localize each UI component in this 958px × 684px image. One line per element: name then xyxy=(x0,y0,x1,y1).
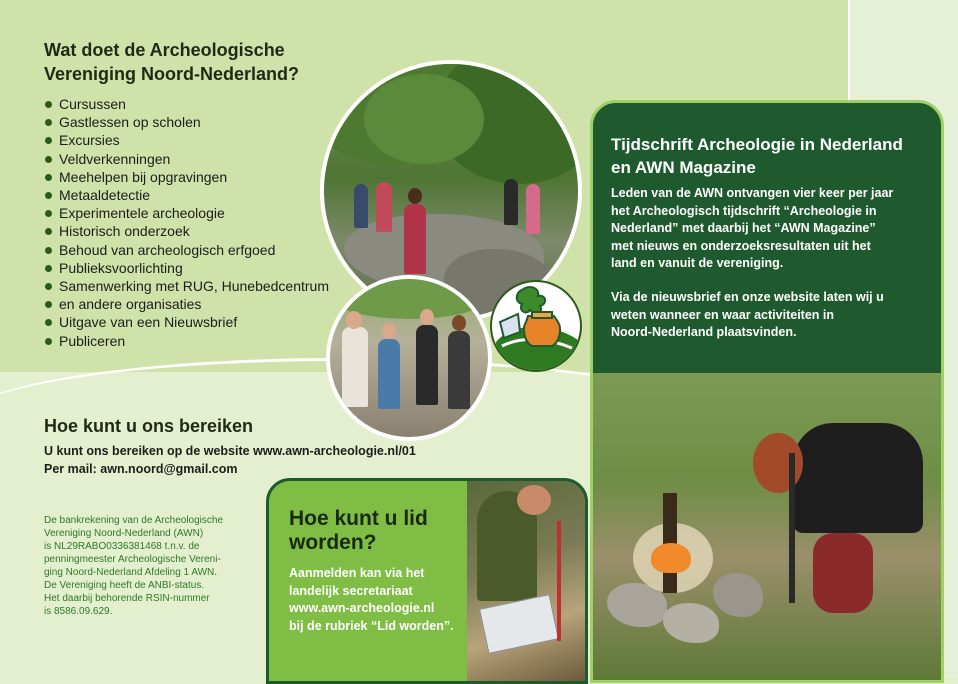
list-item: Publiceren xyxy=(44,332,329,350)
archaeology-badge-icon xyxy=(490,280,582,372)
magazine-text-line: Via de nieuwsbrief en onze website laten wij u xyxy=(611,290,884,304)
membership-text-line: bij de rubriek “Lid worden”. xyxy=(289,618,454,633)
magazine-title xyxy=(611,133,931,179)
list-item: Experimentele archeologie xyxy=(44,204,329,222)
magazine-text-line: Leden van de AWN ontvangen vier keer per jaar xyxy=(611,186,894,200)
magazine-text-line: Nederland” met daarbij het “AWN Magazine” xyxy=(611,221,876,235)
magazine-title-line2: en AWN Magazine xyxy=(611,158,756,177)
list-item: Publieksvoorlichting xyxy=(44,259,329,277)
magazine-text-line: land en vanuit de vereniging. xyxy=(611,256,784,270)
membership-text xyxy=(289,565,465,635)
list-item: Gastlessen op scholen xyxy=(44,113,329,131)
magazine-text-line: met nieuws en onderzoeksresultaten uit het xyxy=(611,238,871,253)
bank-info-line: Vereniging Noord-Nederland (AWN) xyxy=(44,528,204,539)
list-item: Behoud van archeologisch erfgoed xyxy=(44,241,329,259)
list-item: Excursies xyxy=(44,131,329,149)
list-item: Meehelpen bij opgravingen xyxy=(44,168,329,186)
membership-website-link[interactable]: www.awn-archeologie.nl xyxy=(289,601,435,615)
pottery-icon xyxy=(524,312,560,346)
activities-heading-line2: Vereniging Noord-Nederland? xyxy=(44,64,300,84)
list-item: Cursussen xyxy=(44,95,329,113)
magazine-title-line1: Tijdschrift Archeologie in Nederland xyxy=(611,135,903,154)
membership-text-line: landelijk secretariaat xyxy=(289,583,413,598)
membership-text-line: Aanmelden kan via het xyxy=(289,566,425,580)
membership-card xyxy=(266,478,588,684)
bank-info-line: De Vereniging heeft de ANBI-status. xyxy=(44,580,205,591)
membership-title-line2: worden? xyxy=(289,531,377,554)
activities-list xyxy=(44,95,329,350)
bank-info-line: De bankrekening van de Archeologische xyxy=(44,515,224,526)
bank-info-line: ging Noord-Nederland Afdeling 1 AWN. xyxy=(44,567,218,578)
magazine-text-line: Noord-Nederland plaatsvinden. xyxy=(611,325,797,339)
magazine-paragraph-1 xyxy=(611,185,931,273)
oak-leaf-icon xyxy=(517,287,545,313)
list-item: Veldverkenningen xyxy=(44,150,329,168)
bank-info-line: is NL29RABO0336381468 t.n.v. de xyxy=(44,541,200,552)
list-item: Metaaldetectie xyxy=(44,186,329,204)
bank-info-line: Het daarbij behorende RSIN-nummer xyxy=(44,593,210,604)
bank-info-line: penningmeester Archeologische Vereni- xyxy=(44,554,221,565)
contact-heading: Hoe kunt u ons bereiken xyxy=(44,416,254,436)
activities-heading xyxy=(44,38,299,86)
magazine-paragraph-2 xyxy=(611,289,931,342)
membership-card-photo xyxy=(467,481,585,681)
list-item-continuation: en andere organisaties xyxy=(44,295,329,313)
list-item: Historisch onderzoek xyxy=(44,222,329,240)
bank-info-line: is 8586.09.629. xyxy=(44,606,113,617)
membership-title xyxy=(289,507,459,555)
list-item: Uitgave van een Nieuwsbrief xyxy=(44,313,329,331)
contact-mail-line[interactable]: Per mail: awn.noord@gmail.com xyxy=(44,462,238,476)
campfire-photo xyxy=(593,373,941,680)
bank-info xyxy=(44,514,254,618)
list-item: Samenwerking met RUG, Hunebedcentrum xyxy=(44,277,329,295)
activities-heading-line1: Wat doet de Archeologische xyxy=(44,40,285,60)
magazine-card xyxy=(590,100,944,683)
membership-title-line1: Hoe kunt u lid xyxy=(289,507,428,530)
excursion-photo-group xyxy=(326,275,492,441)
contact-website-line[interactable]: U kunt ons bereiken op de website www.awn-archeologie.nl/01 xyxy=(44,444,416,458)
magazine-text-line: het Archeologisch tijdschrift “Archeologie in xyxy=(611,203,877,218)
magazine-text-line: weten wanneer en waar activiteiten in xyxy=(611,307,834,322)
